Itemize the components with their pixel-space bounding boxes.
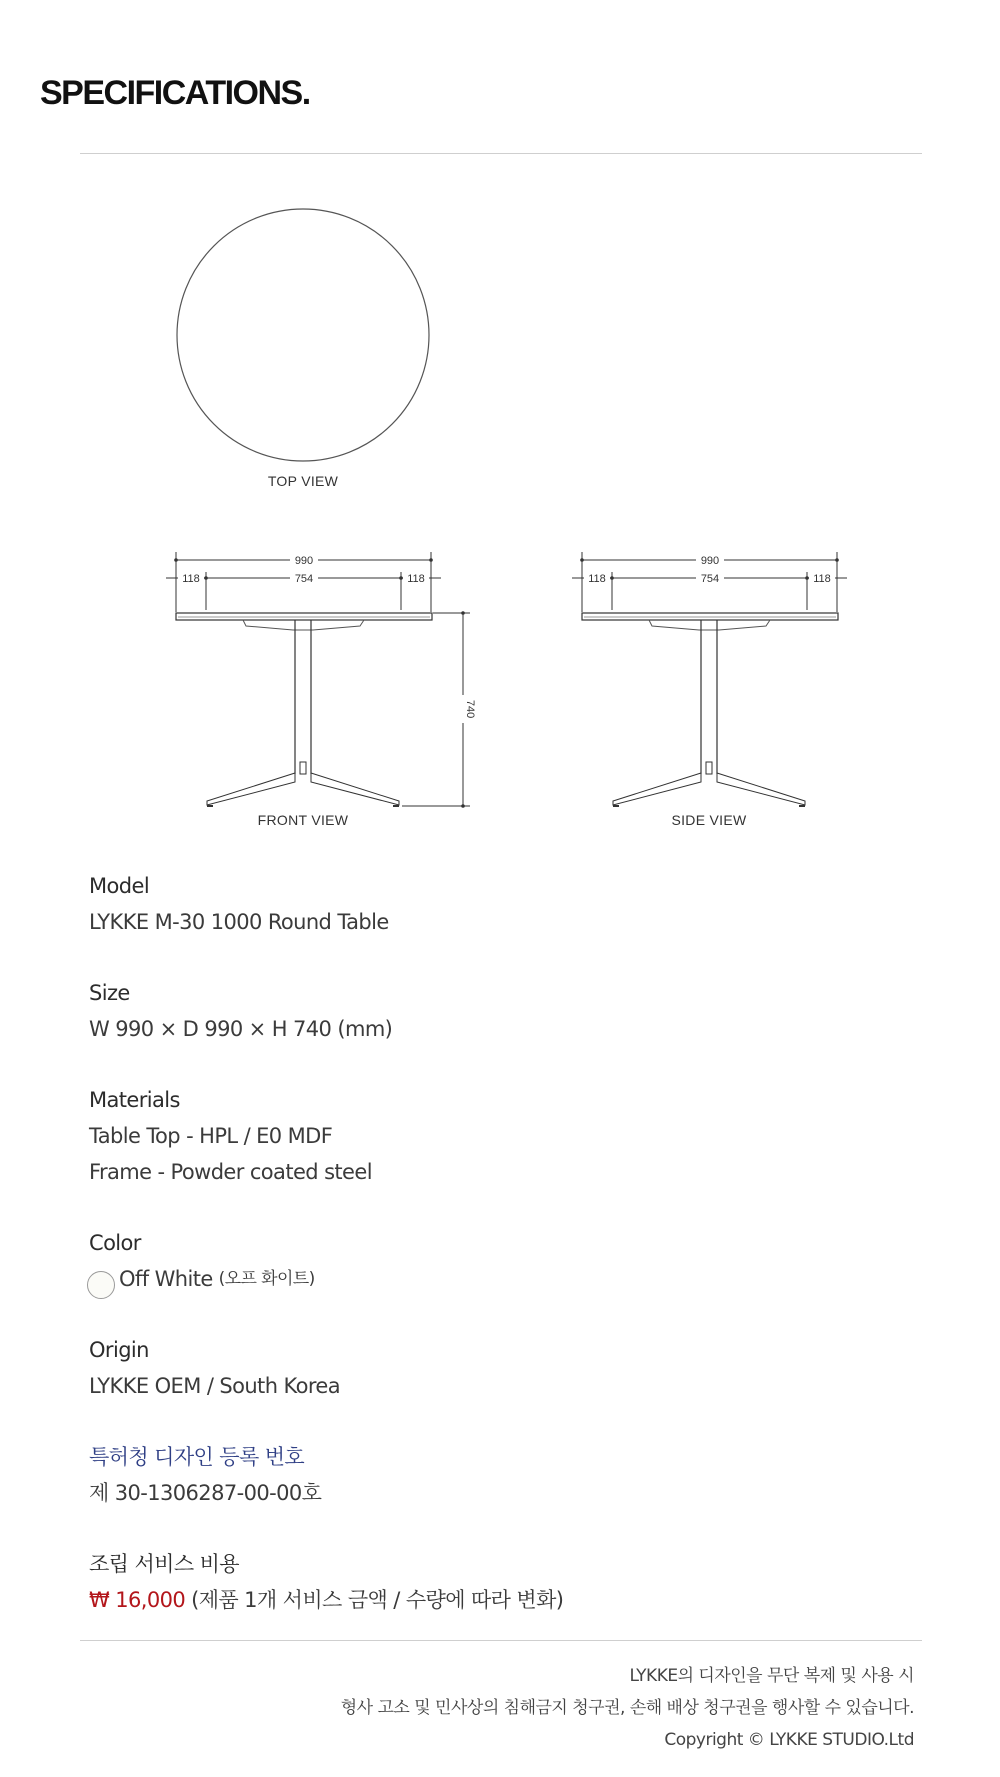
spec-materials xyxy=(89,1082,372,1190)
assembly-service-price-row xyxy=(89,1582,563,1618)
front-dim-overhang-right: 118 xyxy=(407,573,425,585)
spec-model-value: LYKKE M-30 1000 Round Table xyxy=(89,910,389,934)
front-dim-height: 740 xyxy=(464,699,476,719)
footer-line: LYKKE의 디자인을 무단 복제 및 사용 시 xyxy=(629,1666,914,1686)
spec-materials-line: Table Top - HPL / E0 MDF xyxy=(89,1124,333,1148)
spec-origin-label: Origin xyxy=(89,1338,149,1362)
spec-assembly-service xyxy=(89,1546,563,1618)
side-dim-overhang-left: 118 xyxy=(588,573,606,585)
front-view-label: FRONT VIEW xyxy=(257,812,349,828)
spec-materials-label: Materials xyxy=(89,1088,180,1112)
front-dim-overhang-left: 118 xyxy=(182,573,200,585)
spec-origin-value: LYKKE OEM / South Korea xyxy=(89,1374,341,1398)
side-view-label: SIDE VIEW xyxy=(671,812,747,828)
color-swatch xyxy=(87,1271,115,1299)
spec-color-label: Color xyxy=(89,1231,141,1255)
color-option xyxy=(89,1261,315,1297)
spec-model xyxy=(89,868,389,940)
technical-drawing xyxy=(0,180,1000,830)
side-dim-overall: 990 xyxy=(700,555,720,567)
assembly-price: ₩ 16,000 xyxy=(89,1588,186,1612)
design-registration-label: 특허청 디자인 등록 번호 xyxy=(89,1445,305,1469)
front-dim-overall: 990 xyxy=(294,555,314,567)
color-name: Off White xyxy=(119,1267,213,1291)
spec-materials-line: Frame - Powder coated steel xyxy=(89,1160,372,1184)
top-divider xyxy=(80,153,922,154)
spec-size-label: Size xyxy=(89,981,130,1005)
page-title: SPECIFICATIONS. xyxy=(40,74,310,112)
assembly-service-label: 조립 서비스 비용 xyxy=(89,1552,239,1576)
top-view-drawing xyxy=(177,209,429,489)
side-dim-inner: 754 xyxy=(700,573,720,585)
top-view-label: TOP VIEW xyxy=(267,473,339,489)
copyright-text: Copyright © LYKKE STUDIO.Ltd xyxy=(664,1730,914,1750)
bottom-divider xyxy=(80,1640,922,1641)
spec-size xyxy=(89,975,392,1047)
spec-size-value: W 990 × D 990 × H 740 (mm) xyxy=(89,1017,393,1041)
front-view-drawing xyxy=(166,552,476,828)
design-registration-number: 제 30-1306287-00-00호 xyxy=(89,1481,322,1505)
side-view-drawing xyxy=(572,552,847,828)
spec-model-label: Model xyxy=(89,874,150,898)
color-name-korean: (오프 화이트) xyxy=(218,1269,315,1289)
copyright-footer xyxy=(341,1660,914,1756)
side-dim-overhang-right: 118 xyxy=(813,573,831,585)
spec-design-registration xyxy=(89,1439,321,1511)
front-dim-inner: 754 xyxy=(294,573,314,585)
assembly-price-note: (제품 1개 서비스 금액 / 수량에 따라 변화) xyxy=(191,1588,564,1612)
footer-line: 형사 고소 및 민사상의 침해금지 청구권, 손해 배상 청구권을 행사할 수 있습니다. xyxy=(340,1698,914,1718)
spec-color xyxy=(89,1225,315,1297)
spec-origin xyxy=(89,1332,340,1404)
